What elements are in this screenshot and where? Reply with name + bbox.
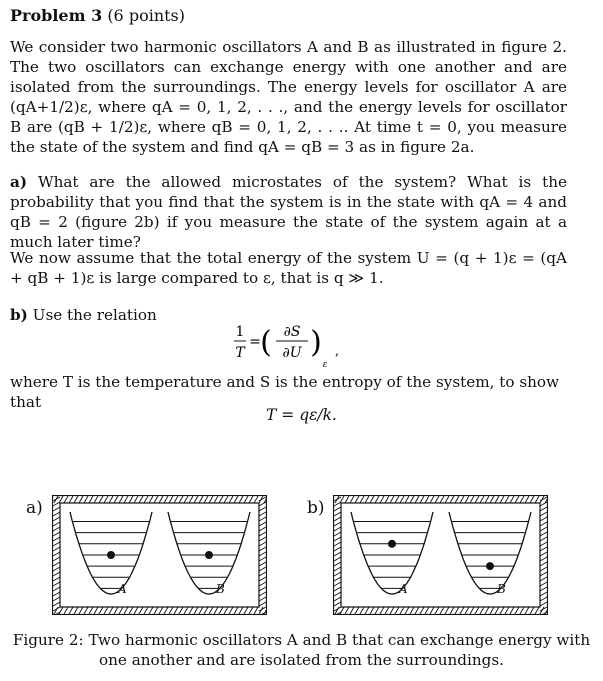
panel-b-oscillator-b [449,512,531,596]
svg-text:T: T [235,345,245,361]
intro-paragraph: We consider two harmonic oscillators A and B as illustrated in figure 2. The two oscillators can exchange energy with one another and are isolated from the surroundings. The energy levels for oscillator A are (qA+1/2)ε, where qA = 0, 1, 2, . . ., and the energy levels for oscillator B are (qB + 1/2)ε, where qB = 0, 1, 2, . . .. At time t = 0, you measure the state of the system and find qA = qB = 3 as in figure 2a. [10,38,567,156]
figure-panel-b [333,495,548,615]
problem-heading: Problem 3 [10,6,103,25]
svg-text:): ) [310,325,322,360]
panel-a-particle-a [107,551,115,559]
panel-a-label-a: A [118,582,127,596]
panel-b-label: b) [307,498,325,518]
problem-title [10,6,567,26]
figure-panel-a [52,495,267,615]
panel-b-well-b [449,512,531,594]
result-equation: T = qε/k. [266,406,337,424]
problem-points: (6 points) [107,6,185,25]
panel-a-particle-b [205,551,213,559]
panel-a-label: a) [26,498,43,518]
assumption-paragraph: We now assume that the total energy of the system U = (q + 1)ε = (qA + qB + 1)ε is large compared to ε, that is q ≫ 1. [10,249,567,287]
svg-text:,: , [335,344,340,359]
relation-equation [232,322,372,370]
panel-b-label-b: B [497,582,506,596]
panel-a-label-b: B [216,582,225,596]
panel-b-label-a: A [399,582,408,596]
part-b-label: b) [10,306,28,324]
panel-b-particle-b [486,562,494,570]
panel-a-oscillator-b [168,512,250,596]
svg-text:∂U: ∂U [282,345,302,361]
panel-b-well-a [351,512,433,594]
panel-b-particle-a [388,540,396,548]
svg-text:(: ( [260,325,272,360]
panel-a-oscillator-a [70,512,152,596]
part-b-followup: where T is the temperature and S is the entropy of the system, to show that [10,373,560,411]
part-a-text: What are the allowed microstates of the system? What is the probability that you find that the system is in the state with qA = 4 and qB = 2 (figure 2b) if you measure the state of the system again at a much later time? [10,173,567,251]
part-a-label: a) [10,173,28,191]
part-a-paragraph [10,172,567,252]
figure-caption: Figure 2: Two harmonic oscillators A and B that can exchange energy with one another and are isolated from the surroundings. [12,631,591,669]
svg-text:=: = [249,334,261,350]
panel-b-oscillator-a [351,512,433,596]
svg-text:1: 1 [235,324,245,340]
svg-text:ε: ε [322,360,328,370]
part-b-text: Use the relation [32,306,157,324]
svg-text:∂S: ∂S [283,324,301,340]
